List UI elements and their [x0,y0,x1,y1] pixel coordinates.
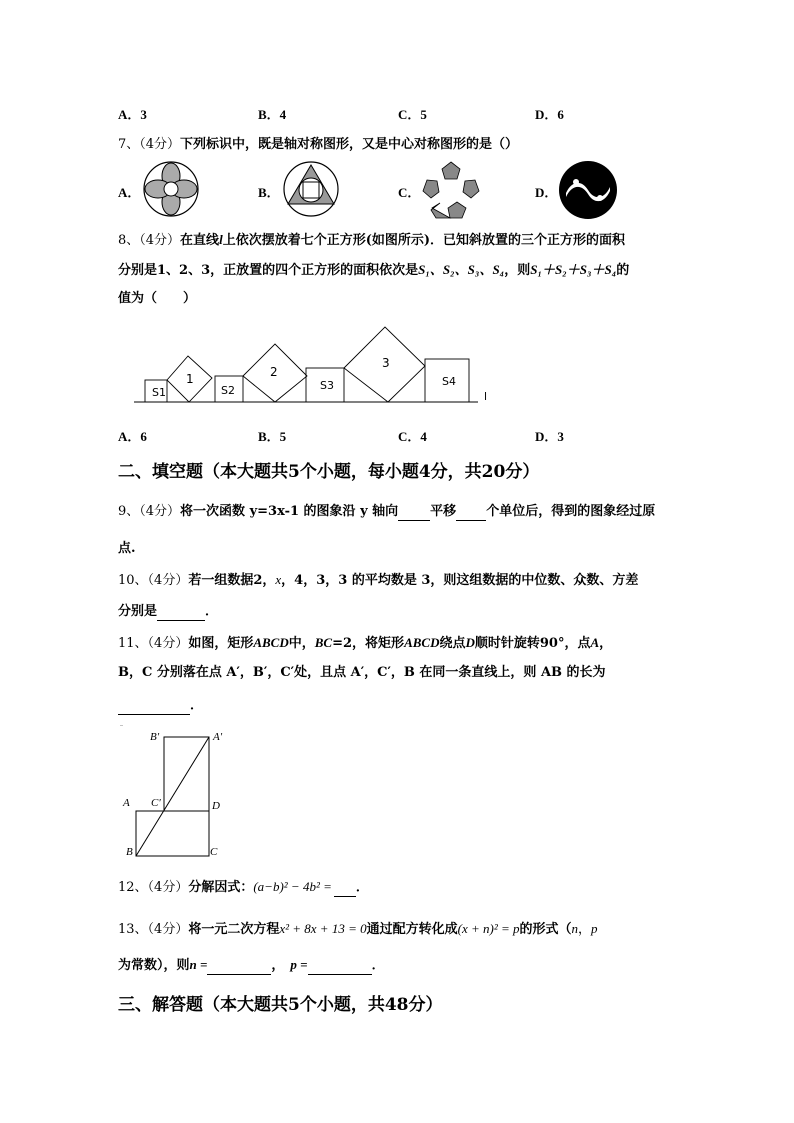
q9-blank-direction[interactable] [398,520,430,521]
q9-text-1: 将一次函数 y=3x-1 的图象沿 y 轴向 [180,504,399,519]
q11-tail: ． [190,698,204,713]
q11-line3 [118,697,203,715]
q6-option-d: D．6 [535,107,564,122]
q11-label-c-prime: C′ [151,797,161,809]
q8-label-s3: S3 [320,379,334,392]
section-2-title: 二、填空题（本大题共5个小题，每小题4分，共20分） [118,462,540,482]
q7-stem [118,136,518,154]
q8-text-7: 值为（ ） [118,291,197,306]
q10-line1 [118,571,638,590]
q8-line2 [118,261,629,280]
q11-label-c: C [210,846,218,858]
q13-line1 [118,920,598,939]
q8-text-2: 上依次摆放着七个正方形(如图所示)．已知斜放置的三个正方形的面积 [222,233,625,248]
q13-p-answer-blank[interactable] [308,974,372,975]
q11-text-4: 绕点 [439,636,466,651]
q13-text-1: 将一元二次方程 [188,922,280,937]
q7-triangle-square-symbol-icon [282,160,340,218]
q11-text-5: 顺时针旋转90°，点 [474,636,591,651]
q13-comma: ， [578,922,592,937]
q11-rect-name-2: ABCD [404,635,440,650]
q13-line2 [118,956,385,975]
q11-text-3: =2，将矩形 [332,636,405,651]
q11-label-b: B [126,846,133,858]
q10-text-4: ． [205,604,219,619]
q8-label-s2: S2 [221,384,235,397]
q12-answer-blank[interactable] [334,896,356,897]
q11-line1 [118,634,612,653]
q8-vars: S₁、S₂、S₃、S₄ [418,262,505,277]
q8-label-tilted-3: 3 [382,356,390,370]
q11-text-2: 中， [288,636,315,651]
q10-answer-blank[interactable] [157,620,205,621]
q8-line-var: l [219,232,223,247]
q8-text-1: 在直线 [180,233,220,248]
q13-var-p: p [591,921,598,936]
q6-option-a: A．3 [118,107,147,122]
section-3-title: 三、解答题（本大题共5个小题，共48分） [118,995,443,1015]
q8-option-c: C．4 [398,429,427,444]
q11-rect-name: ABCD [253,635,289,650]
q8-line1 [118,231,625,250]
q8-option-a: A．6 [118,429,147,444]
q11-label-a: A [123,797,130,809]
q8-option-b: B．5 [258,429,287,444]
q13-end: ． [371,958,385,973]
q8-label-tilted-1: 1 [186,372,194,386]
q7-pentagons-symbol-icon [420,160,482,220]
q8-text-5: ，则 [504,263,531,278]
q9-number: 9、（4分） [118,504,181,519]
q9-text-4: 点. [118,541,136,556]
q11-point-a: A [590,635,600,650]
q11-point-d: D [465,635,475,650]
q13-n-answer-blank[interactable] [207,974,271,975]
q13-n-equals: n = [189,957,208,972]
q7-wave-symbol-icon [558,160,618,220]
q8-label-tilted-2: 2 [270,365,278,379]
q13-text-2: 通过配方转化成 [366,922,458,937]
q8-label-s4: S4 [442,375,456,388]
q8-line3 [118,290,196,308]
q11-line2 [118,664,606,682]
q13-var-n: n [571,921,579,936]
q12-text-2: ． [355,880,369,895]
q9-line1 [118,503,655,521]
q11-text-6: ， [599,636,613,651]
q8-squares-figure [130,320,500,412]
q9-text-3: 个单位后，得到的图象经过原 [486,504,656,519]
q10-text-1: 若一组数据2， [188,573,276,588]
q13-equation: x² + 8x + 13 = 0 [279,921,367,936]
q13-text-4: 为常数），则 [118,958,190,973]
q10-number: 10、（4分） [118,573,189,588]
q7-label-c: C． [398,185,421,200]
q11-label-b-prime: B′ [150,731,160,743]
q8-text-4: 的四个正方形的面积依次是 [262,263,419,278]
q9-line2 [118,540,136,558]
q13-target-form: (x + n)² = p [457,921,520,936]
q13-number: 13、（4分） [118,922,189,937]
q11-label-a-prime: A′ [213,731,223,743]
q11-label-d: D [212,800,220,812]
q13-separator: ， [271,958,285,973]
q12-text-1: 分解因式： [188,880,254,895]
q10-var-x: x [275,572,282,587]
q7-number: 7、（4分） [118,137,181,152]
q10-text-2: ，4，3，3 的平均数是 3，则这组数据的中位数、众数、方差 [281,573,639,588]
q11-answer-blank[interactable] [118,714,190,715]
q11-rectangle-figure [120,725,240,863]
q7-label-d: D． [535,185,558,200]
q7-flower-symbol-icon [142,160,200,218]
q9-text-2: 平移 [430,504,457,519]
q13-text-3: 的形式（ [519,922,572,937]
q8-number: 8、（4分） [118,233,181,248]
q7-label-b: B． [258,185,280,200]
q10-text-3: 分别是 [118,604,158,619]
q11-number: 11、（4分） [118,636,189,651]
q12-expression: (a−b)² − 4b² = [253,879,332,894]
q11-text-7: B，C 分别落在点 A′，B′，C′处，且点 A′，C′，B 在同一条直线上，则 AB 的长为 [118,665,606,680]
q12-line [118,878,369,897]
q8-text-6: 的 [616,263,630,278]
q9-blank-units[interactable] [456,520,486,521]
q11-bc: BC [314,635,333,650]
q13-p-equals: p = [290,957,308,972]
q8-sum-expr: S₁＋S₂＋S₃＋S₄ [530,262,617,277]
q8-label-line: l [484,390,488,403]
q8-option-d: D．3 [535,429,564,444]
q11-text-1: 如图，矩形 [188,636,254,651]
q6-option-c: C．5 [398,107,427,122]
q8-label-s1: S1 [152,386,166,399]
q8-text-3: 分别是1、2、3，正放置 [118,263,263,278]
q7-text: 下列标识中，既是轴对称图形，又是中心对称图形的是（） [180,137,519,152]
q7-label-a: A． [118,185,141,200]
q12-number: 12、（4分） [118,880,189,895]
q10-line2 [118,603,218,621]
q6-option-b: B．4 [258,107,287,122]
